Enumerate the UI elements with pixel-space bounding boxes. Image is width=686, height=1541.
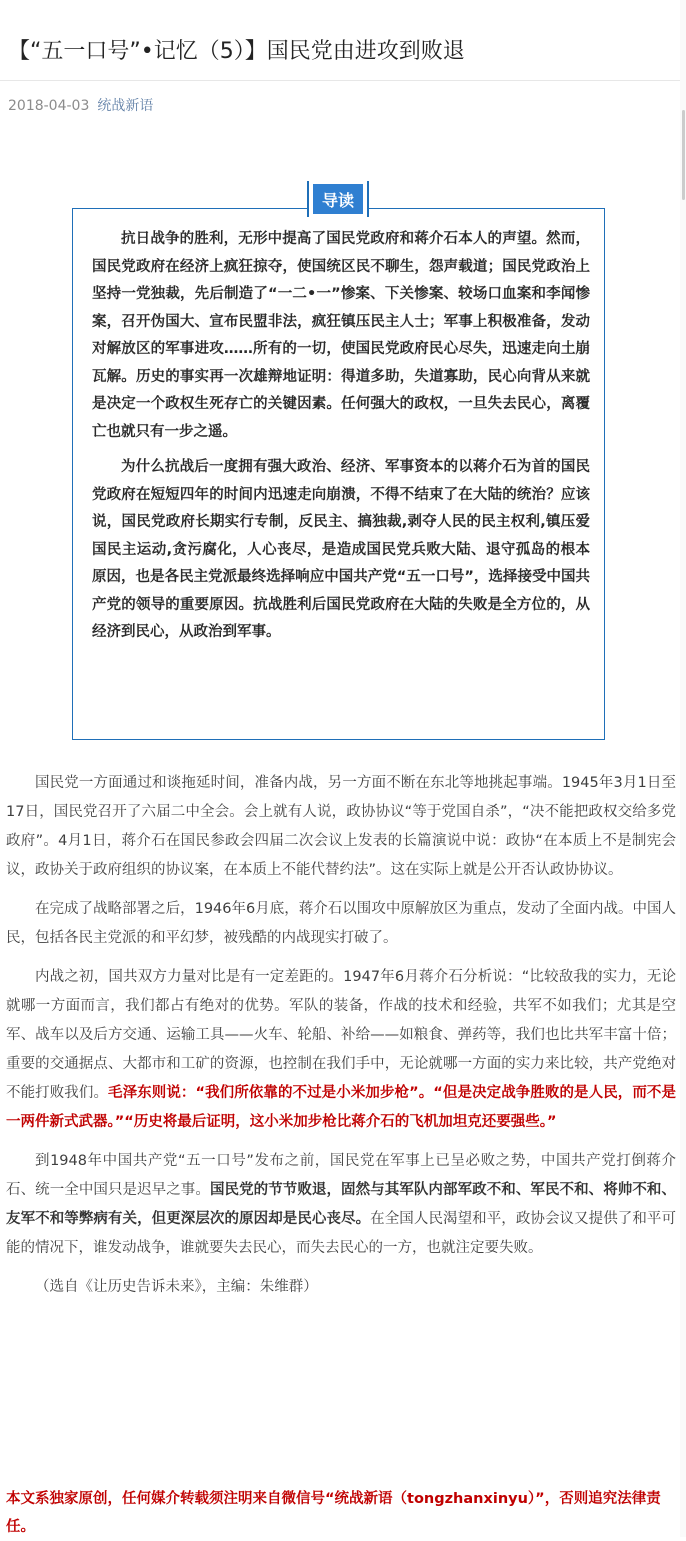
- body-paragraph-4-conclusion: 在全国人民渴望和平，政协会议又提供了和平可能的情况下，谁发动战争，谁就要失去民心，而失去民心的一方，也就注定要失败。: [6, 1211, 677, 1256]
- body-paragraph-3-text: 内战之初，国共双方力量对比是有一定差距的。1947年6月蒋介石分析说：“比较敌我的实力，无论就哪一方面而言，我们都占有绝对的优势。军队的装备，作战的技术和经验，共军不如我们；尤其是空军、战车以及后方交通、运输工具——火车、轮船、补给——如粮食、弹药等，我们也比共军丰富十倍；重要的交通据点、大都市和工矿的资源，也控制在我们手中，无论就哪一方面的实力来比较，共产党绝对不能打败我们。: [6, 969, 676, 1101]
- article-meta: [8, 95, 153, 115]
- body-paragraph-3: [6, 963, 676, 1137]
- body-paragraph-4-intro: 到1948年中国共产党“五一口号”发布之前，国民党在军事上已呈必败之势，中国共产党打倒蒋介石、统一全中国只是迟早之事。: [6, 1153, 676, 1198]
- scrollbar[interactable]: [680, 0, 686, 1537]
- account-link[interactable]: 统战新语: [97, 98, 154, 114]
- body-paragraph-1: 国民党一方面通过和谈拖延时间，准备内战，另一方面不断在东北等地挑起事端。1945年3月1日至17日，国民党召开了六届二中全会。会上就有人说，政协协议“等于党国自杀”，“决不能把政权交给多党政府”。4月1日，蒋介石在国民参政会四届二次会议上发表的长篇演说中说：政协“在本质上不是制宪会议，政协关于政府组织的协议案，在本质上不能代替约法”。这在实际上就是公开否认政协协议。: [6, 775, 676, 878]
- source-note: （选自《让历史告诉未来》，主编：朱维群）: [35, 1279, 318, 1295]
- publish-date: 2018-04-03: [8, 98, 90, 114]
- body-paragraph-4: [6, 1147, 676, 1263]
- guide-paragraph-1: 抗日战争的胜利，无形中提高了国民党政府和蒋介石本人的声望。然而，国民党政府在经济上疯狂掠夺，使国统区民不聊生，怨声载道；国民党政治上坚持一党独裁，先后制造了“一二•一”惨案、下关惨案、较场口血案和李闻惨案，召开伪国大、宣布民盟非法，疯狂镇压民主人士；军事上积极准备，发动对解放区的军事进攻……所有的一切，使国民党政府民心尽失，迅速走向土崩瓦解。历史的事实再一次雄辩地证明：得道多助，失道寡助，民心向背从来就是决定一个政权生死存亡的关键因素。任何强大的政权，一旦失去民心，离覆亡也就只有一步之遥。: [92, 231, 590, 440]
- article-body: [6, 769, 676, 1312]
- title-divider: [0, 80, 680, 81]
- mao-quote-highlight: 毛泽东则说：“我们所依靠的不过是小米加步枪”。“但是决定战争胜败的是人民，而不是一两件新式武器。”“历史将最后证明，这小米加步枪比蒋介石的飞机加坦克还要强些。”: [6, 1085, 677, 1130]
- article-title: 【“五一口号”•记忆（5）】国民党由进攻到败退: [8, 39, 465, 64]
- guide-label: 导读: [313, 184, 363, 214]
- scrollbar-thumb[interactable]: [682, 110, 685, 200]
- guide-text: [92, 226, 590, 655]
- body-paragraph-4-emphasis: 国民党的节节败退，固然与其军队内部军政不和、军民不和、将帅不和、友军不和等弊病有关，但更深层次的原因却是民心丧尽。: [6, 1182, 677, 1227]
- guide-label-tab: [307, 181, 369, 217]
- body-paragraph-2: 在完成了战略部署之后，1946年6月底，蒋介石以围攻中原解放区为重点，发动了全面内战。中国人民，包括各民主党派的和平幻梦，被残酷的内战现实打破了。: [6, 901, 676, 946]
- copyright-notice: 本文系独家原创，任何媒介转载须注明来自微信号“统战新语（tongzhanxinyu）”，否则追究法律责任。: [6, 1491, 661, 1535]
- guide-paragraph-2: 为什么抗战后一度拥有强大政治、经济、军事资本的以蒋介石为首的国民党政府在短短四年的时间内迅速走向崩溃，不得不结束了在大陆的统治？应该说，国民党政府长期实行专制，反民主、搞独裁,剥夺人民的民主权利,镇压爱国民主运动,贪污腐化，人心丧尽，是造成国民党兵败大陆、退守孤岛的根本原因，也是各民主党派最终选择响应中国共产党“五一口号”，选择接受中国共产党的领导的重要原因。抗战胜利后国民党政府在大陆的失败是全方位的，从经济到民心，从政治到军事。: [92, 459, 590, 640]
